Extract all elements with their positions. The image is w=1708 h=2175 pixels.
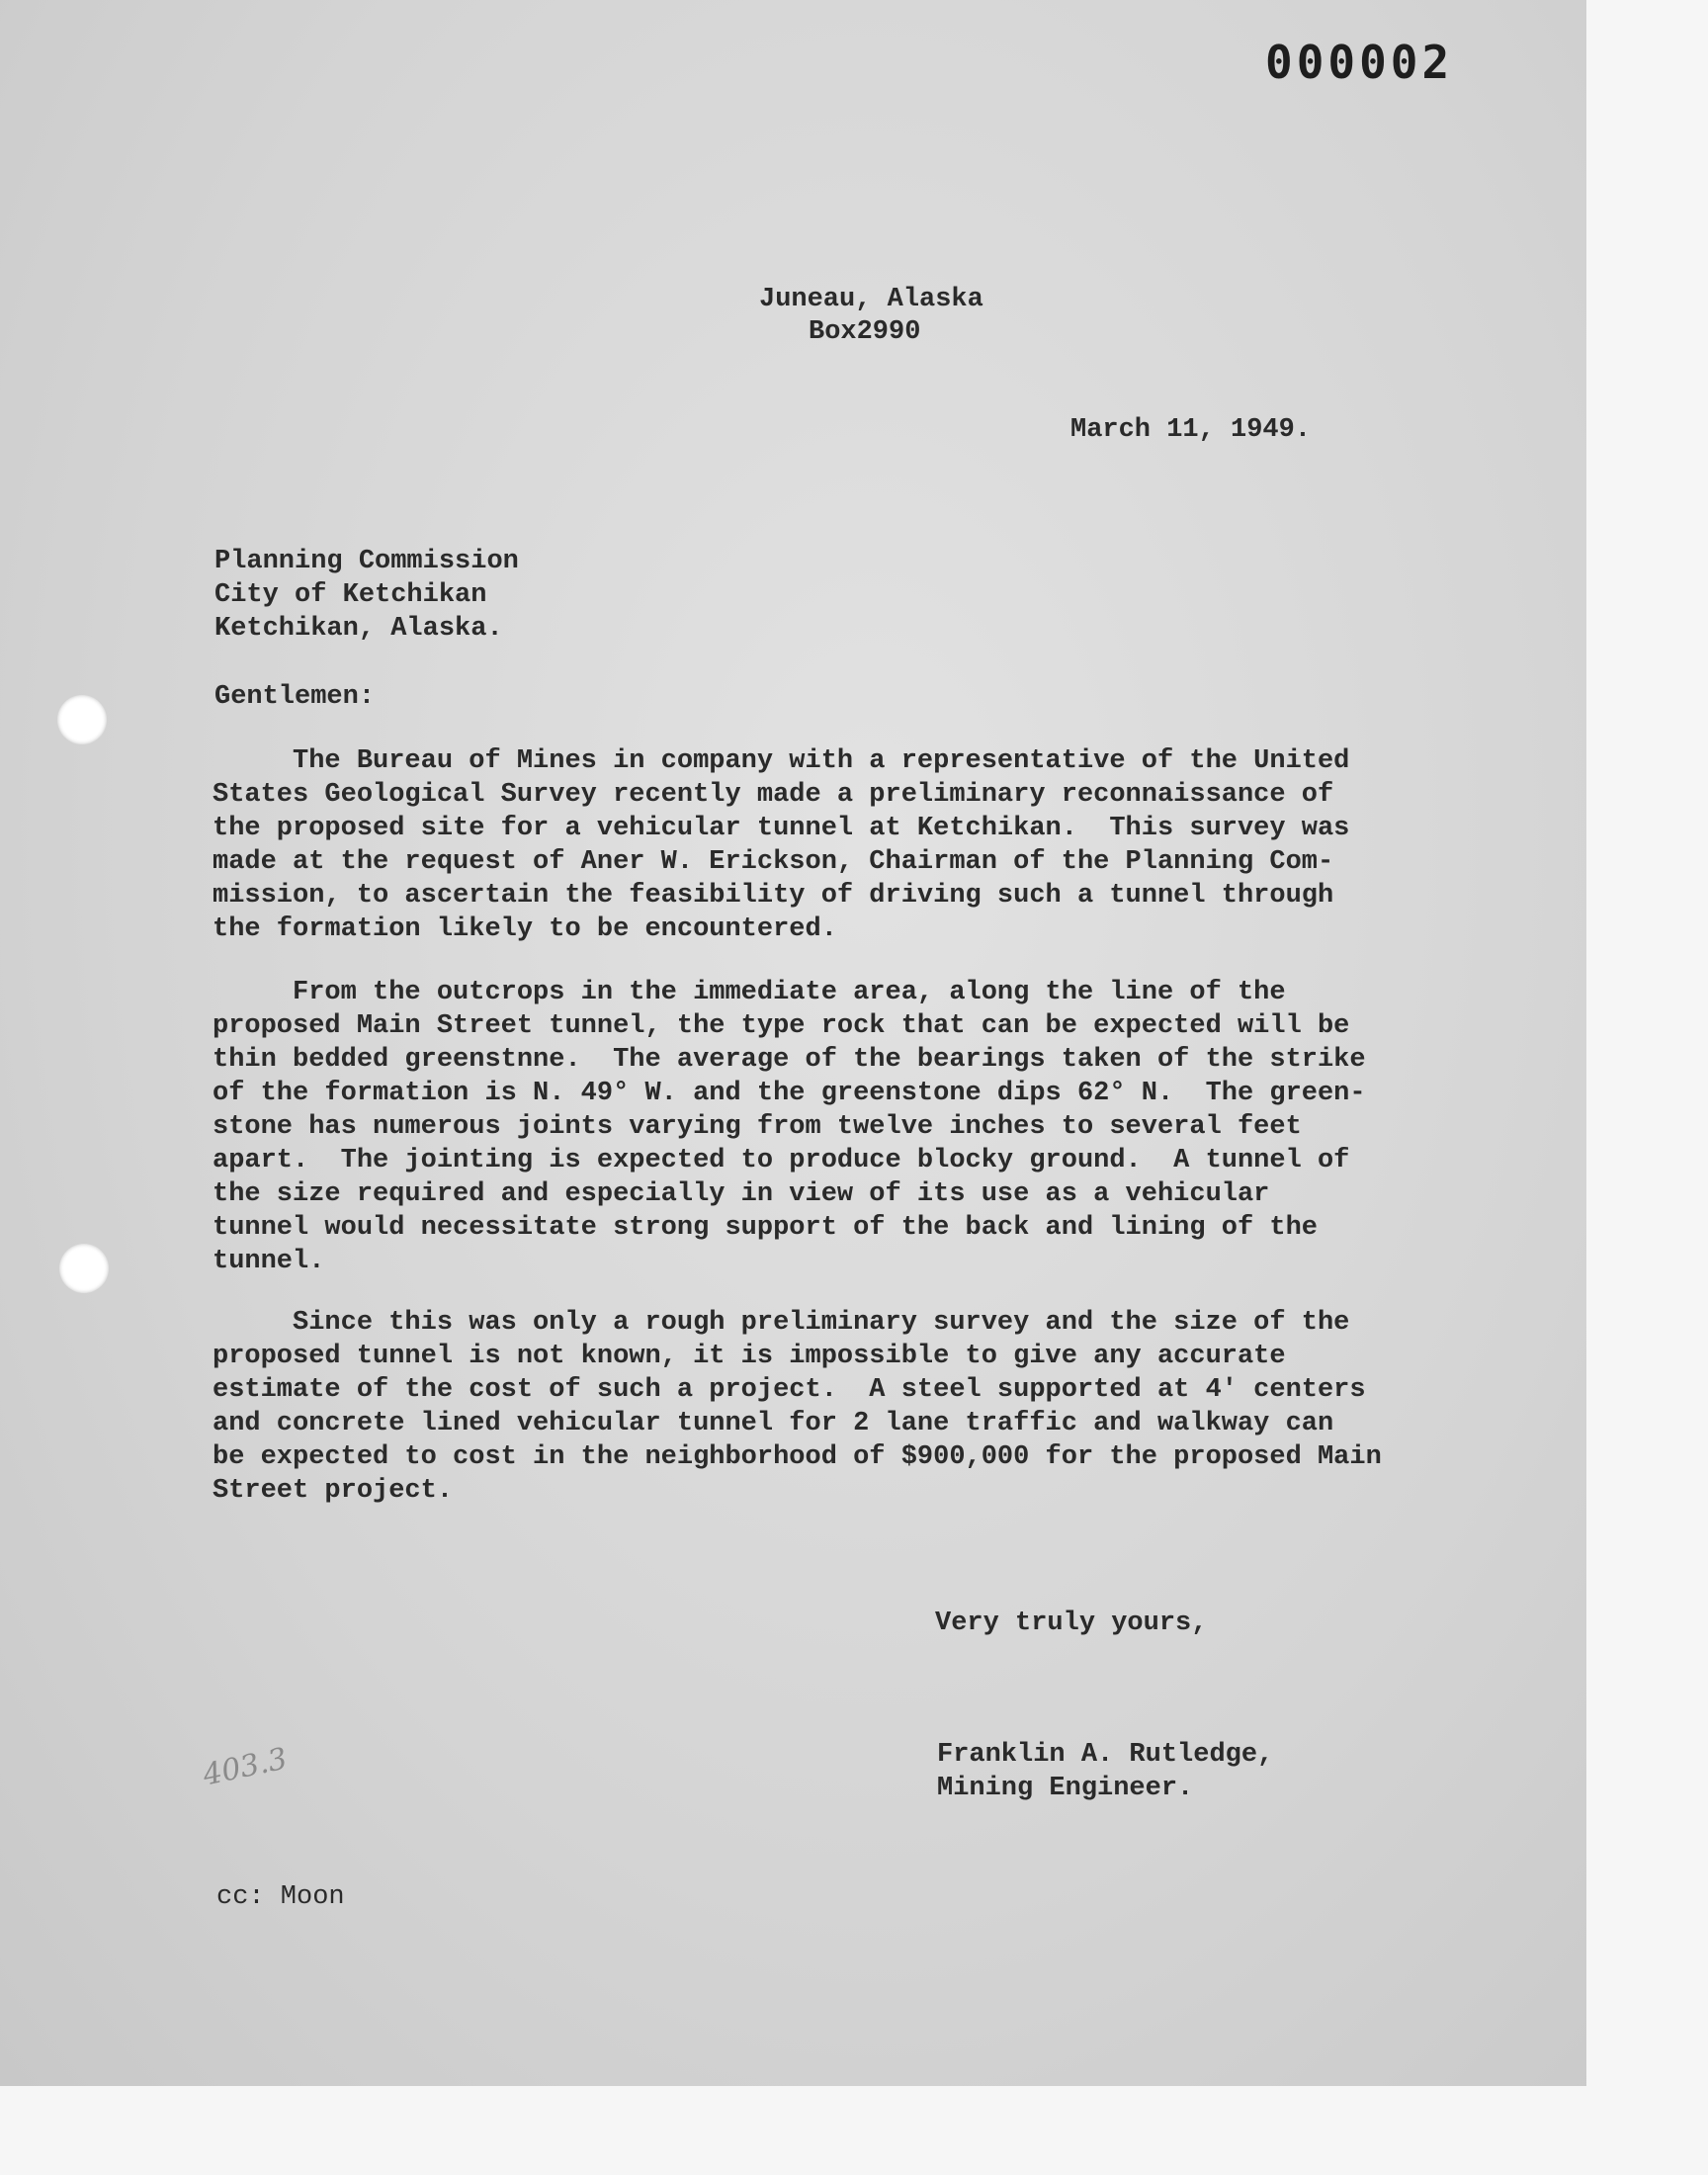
paragraph-line: proposed tunnel is not known, it is impossible to give any accurate (213, 1342, 1286, 1371)
paragraph-line: be expected to cost in the neighborhood of $900,000 for the proposed Main (213, 1442, 1382, 1472)
salutation: Gentlemen: (214, 682, 376, 712)
recipient-line-3: Ketchikan, Alaska. (214, 614, 503, 644)
paragraph-line: mission, to ascertain the feasibility of driving such a tunnel through (213, 881, 1334, 911)
letter-date: March 11, 1949. (1070, 415, 1312, 445)
signature-title: Mining Engineer. (937, 1774, 1194, 1803)
paragraph-line: proposed Main Street tunnel, the type rock that can be expected will be (213, 1011, 1350, 1041)
paragraph-line: Street project. (213, 1476, 454, 1506)
recipient-line-1: Planning Commission (214, 547, 519, 576)
punch-hole-upper (57, 695, 107, 744)
paragraph-line: the formation likely to be encountered. (213, 914, 837, 944)
paragraph-line: States Geological Survey recently made a preliminary reconnaissance of (213, 780, 1334, 810)
cc-line: cc: Moon (216, 1882, 345, 1912)
paragraph-line: the proposed site for a vehicular tunnel at Ketchikan. This survey was (213, 814, 1350, 843)
letterhead-city: Juneau, Alaska (759, 285, 983, 314)
paragraph-line: thin bedded greenstnne. The average of the bearings taken of the strike (213, 1045, 1366, 1075)
closing: Very truly yours, (935, 1609, 1208, 1638)
punch-hole-lower (59, 1244, 109, 1293)
signature-name: Franklin A. Rutledge, (937, 1740, 1274, 1770)
paragraph-line: The Bureau of Mines in company with a representative of the United (213, 746, 1350, 776)
paragraph-line: tunnel. (213, 1247, 325, 1276)
scan-margin-bottom (0, 2086, 1708, 2175)
paragraph-line: tunnel would necessitate strong support of the back and lining of the (213, 1213, 1318, 1243)
recipient-line-2: City of Ketchikan (214, 580, 487, 610)
letterhead-box: Box2990 (809, 317, 921, 347)
paragraph-line: the size required and especially in view of its use as a vehicular (213, 1179, 1270, 1209)
paragraph-line: made at the request of Aner W. Erickson, Chairman of the Planning Com- (213, 847, 1334, 877)
paragraph-line: and concrete lined vehicular tunnel for 2 lane traffic and walkway can (213, 1409, 1334, 1438)
paragraph-line: Since this was only a rough preliminary survey and the size of the (213, 1308, 1350, 1338)
paragraph-line: apart. The jointing is expected to produce blocky ground. A tunnel of (213, 1146, 1350, 1175)
paragraph-line: stone has numerous joints varying from twelve inches to several feet (213, 1112, 1302, 1142)
scan-margin-right (1586, 0, 1708, 2175)
paragraph-line: of the formation is N. 49° W. and the greenstone dips 62° N. The green- (213, 1079, 1366, 1108)
document-number: 000002 (1265, 36, 1454, 89)
handwritten-file-note: 403.3 (200, 1741, 291, 1793)
paragraph-line: From the outcrops in the immediate area, along the line of the (213, 978, 1286, 1007)
paragraph-line: estimate of the cost of such a project. A steel supported at 4' centers (213, 1375, 1366, 1405)
